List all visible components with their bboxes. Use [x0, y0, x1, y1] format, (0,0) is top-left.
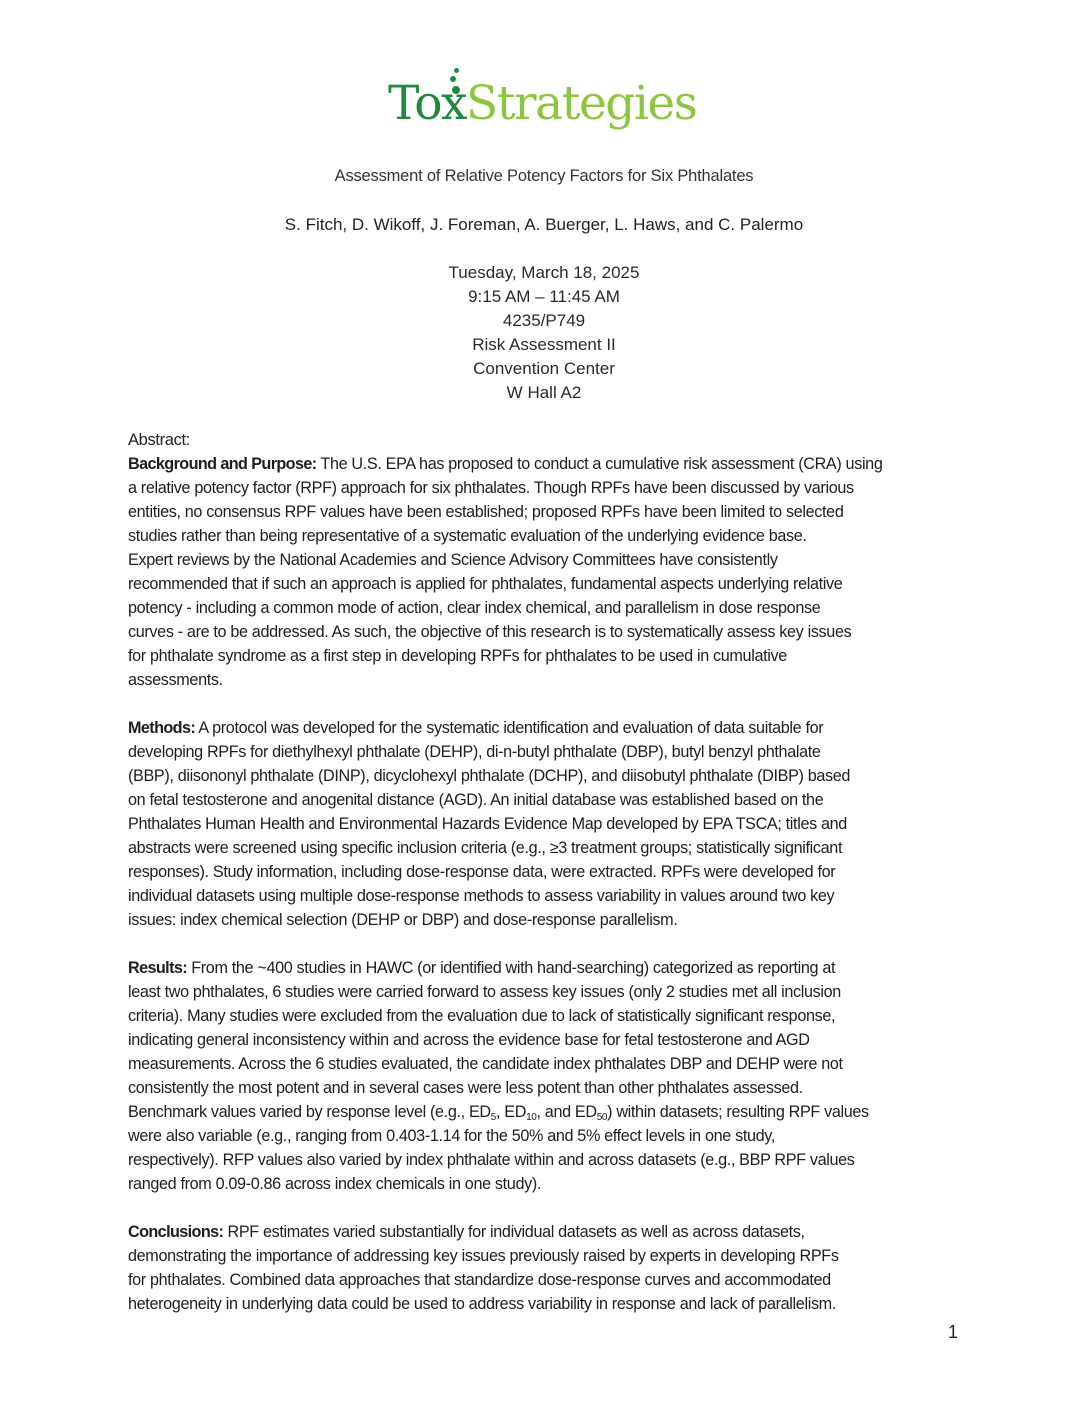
text-line: Background and Purpose: The U.S. EPA has proposed to conduct a cumulative risk assessment (CRA) using: [128, 455, 883, 473]
abstract: [128, 428, 968, 1340]
subscript: 50: [596, 1112, 608, 1123]
text-line: indicating general inconsistency within and across the evidence base for fetal testosterone and AGD: [128, 1031, 810, 1049]
conclusions-section: [128, 1220, 968, 1316]
text-line: respectively). RFP values also varied by index phthalate within and across datasets (e.g., BBP RPF values: [128, 1151, 855, 1169]
document-title: Assessment of Relative Potency Factors for Six Phthalates: [334, 167, 754, 185]
text-line: abstracts were screened using specific inclusion criteria (e.g., ≥3 treatment groups; statistically significant: [128, 839, 843, 857]
session-venue: Convention Center: [473, 359, 615, 378]
session-code: 4235/P749: [502, 311, 586, 330]
abstract-heading: Abstract:: [128, 431, 190, 449]
text-line: demonstrating the importance of addressing key issues previously raised by experts in developing RPFs: [128, 1247, 839, 1265]
text-line: Benchmark values varied by response level (e.g., $ED_5$, $ED_{10}$, and $ED_{50}$) within datasets; resulting RPF values: [128, 1103, 869, 1123]
text-line: consistently the most potent and in several cases were less potent than other phthalates assessed.: [128, 1079, 803, 1097]
background-section: [128, 452, 968, 692]
text-line: for phthalate syndrome as a first step in developing RPFs for phthalates to be used in cumulative: [128, 647, 787, 665]
authors: S. Fitch, D. Wikoff, J. Foreman, A. Buerger, L. Haws, and C. Palermo: [284, 215, 804, 234]
text-line: a relative potency factor (RPF) approach for six phthalates. Though RPFs have been discussed by various: [128, 479, 854, 497]
logo-tox: Tox: [388, 76, 467, 131]
text-line: studies rather than being representative of a systematic evaluation of the underlying evidence base.: [128, 527, 807, 545]
text-line: for phthalates. Combined data approaches that standardize dose-response curves and accommodated: [128, 1271, 831, 1289]
text-line: Phthalates Human Health and Environmental Hazards Evidence Map developed by EPA TSCA; titles and: [128, 815, 847, 833]
results-section: [128, 956, 968, 1196]
text-line: entities, no consensus RPF values have been established; proposed RPFs have been limited to selected: [128, 503, 844, 521]
session-name: Risk Assessment II: [472, 335, 616, 354]
text-line: Conclusions: RPF estimates varied substantially for individual datasets as well as across datasets,: [128, 1223, 805, 1241]
text-line: developing RPFs for diethylhexyl phthalate (DEHP), di-n-butyl phthalate (DBP), butyl benzyl phthalate: [128, 743, 821, 761]
page-number: 1: [948, 1322, 959, 1342]
section-label: Conclusions:: [128, 1223, 224, 1241]
text-line: potency - including a common mode of action, clear index chemical, and parallelism in dose response: [128, 599, 821, 617]
text-line: (BBP), diisononyl phthalate (DINP), dicyclohexyl phthalate (DCHP), and diisobutyl phthalate (DIBP) based: [128, 767, 851, 785]
section-label: Background and Purpose:: [128, 455, 317, 473]
text-line: recommended that if such an approach is applied for phthalates, fundamental aspects underlying relative: [128, 575, 843, 593]
text-line: on fetal testosterone and anogenital distance (AGD). An initial database was established based on the: [128, 791, 824, 809]
toxstrategies-logo: [386, 66, 706, 142]
text-line: Methods: A protocol was developed for the systematic identification and evaluation of data suitable for: [128, 719, 824, 737]
subscript: 5: [490, 1112, 496, 1123]
text-line: measurements. Across the 6 studies evaluated, the candidate index phthalates DBP and DEHP were not: [128, 1055, 843, 1073]
logo-dot: [454, 68, 459, 73]
text-line: curves - are to be addressed. As such, the objective of this research is to systematically assess key issues: [128, 623, 852, 641]
session-info: [0, 261, 1088, 405]
text-line: criteria). Many studies were excluded from the evaluation due to lack of statistically significant response,: [128, 1007, 836, 1025]
methods-section: [128, 716, 968, 932]
text-line: heterogeneity in underlying data could be used to address variability in response and lack of parallelism.: [128, 1295, 836, 1313]
logo-wordmark: [388, 74, 696, 134]
text-line: responses). Study information, including dose-response data, were extracted. RPFs were developed for: [128, 863, 836, 881]
section-label: Methods:: [128, 719, 196, 737]
text-line: least two phthalates, 6 studies were carried forward to assess key issues (only 2 studies met all inclusion: [128, 983, 841, 1001]
text-line: assessments.: [128, 671, 223, 689]
text-line: were also variable (e.g., ranging from 0.403-1.14 for the 50% and 5% effect levels in one study,: [128, 1127, 775, 1145]
session-room: W Hall A2: [506, 383, 582, 402]
text-line: ranged from 0.09-0.86 across index chemicals in one study).: [128, 1175, 542, 1193]
text-line: individual datasets using multiple dose-response methods to assess variability in values around two key: [128, 887, 835, 905]
subscript: 10: [526, 1112, 537, 1123]
session-time: 9:15 AM – 11:45 AM: [468, 287, 620, 306]
text-line: Expert reviews by the National Academies and Science Advisory Committees have consistently: [128, 551, 778, 569]
logo-strategies: Strategies: [466, 76, 697, 131]
text-line: issues: index chemical selection (DEHP or DBP) and dose-response parallelism.: [128, 911, 678, 929]
session-date: Tuesday, March 18, 2025: [448, 263, 640, 282]
section-label: Results:: [128, 959, 188, 977]
text-line: Results: From the ~400 studies in HAWC (or identified with hand-searching) categorized as reporting at: [128, 959, 836, 977]
